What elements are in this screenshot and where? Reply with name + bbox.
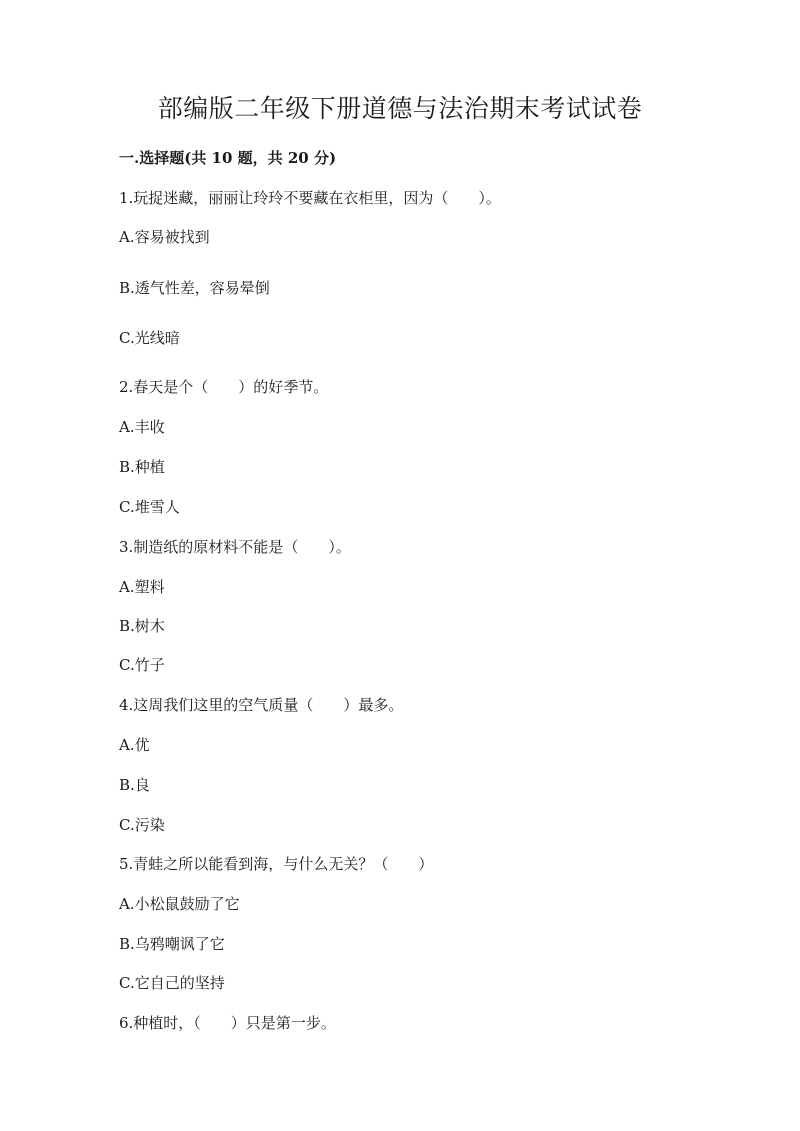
option-a: A.小松鼠鼓励了它 bbox=[119, 895, 240, 913]
question-stem: 4.这周我们这里的空气质量（ ）最多。 bbox=[119, 696, 404, 714]
option-c: C.光线暗 bbox=[119, 329, 180, 347]
option-c: C.它自己的坚持 bbox=[119, 974, 225, 992]
question-stem: 3.制造纸的原材料不能是（ ）。 bbox=[119, 538, 351, 556]
question-stem: 1.玩捉迷藏，丽丽让玲玲不要藏在衣柜里，因为（ ）。 bbox=[119, 189, 501, 207]
question-stem: 6.种植时，（ ）只是第一步。 bbox=[119, 1014, 336, 1032]
question-stem: 5.青蛙之所以能看到海，与什么无关？（ ） bbox=[119, 855, 434, 873]
option-c: C.竹子 bbox=[119, 656, 165, 674]
option-b: B.透气性差，容易晕倒 bbox=[119, 279, 270, 297]
option-c: C.堆雪人 bbox=[119, 498, 180, 516]
option-a: A.丰收 bbox=[119, 418, 165, 436]
page-title: 部编版二年级下册道德与法治期末考试试卷 bbox=[157, 94, 643, 123]
section-heading: 一.选择题(共 10 题，共 20 分) bbox=[119, 149, 337, 167]
option-c: C.污染 bbox=[119, 816, 165, 834]
question-stem: 2.春天是个（ ）的好季节。 bbox=[119, 378, 329, 396]
option-b: B.乌鸦嘲讽了它 bbox=[119, 935, 225, 953]
option-a: A.容易被找到 bbox=[119, 228, 210, 246]
option-b: B.良 bbox=[119, 776, 150, 794]
option-b: B.种植 bbox=[119, 458, 165, 476]
option-b: B.树木 bbox=[119, 617, 165, 635]
option-a: A.塑料 bbox=[119, 578, 165, 596]
option-a: A.优 bbox=[119, 736, 150, 754]
